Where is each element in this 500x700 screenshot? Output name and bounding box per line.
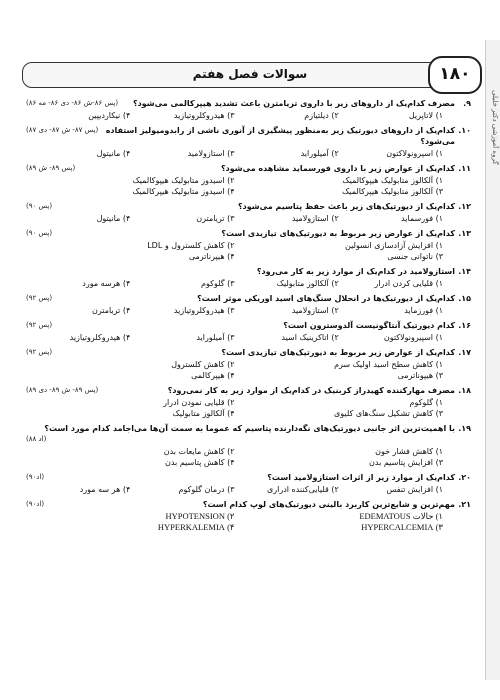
question-item <box>26 293 471 316</box>
question-item <box>26 423 471 468</box>
option-list <box>26 332 471 343</box>
question-number: ۱۰. <box>458 126 471 135</box>
question-number: ۹. <box>463 99 471 108</box>
question-source: (پس ۹۰) <box>26 202 53 210</box>
question-item <box>26 320 471 343</box>
answer-option: ۲) اسیدوز متابولیک هیپوکالمیک <box>132 176 235 185</box>
answer-option: ۳) درمان گلوکوم <box>178 485 235 494</box>
question-source: (پس ۹۲) <box>26 294 53 302</box>
option-list <box>26 240 471 262</box>
answer-option: ۳) آلکالوز متابولیک هیپرکالمیک <box>342 187 443 196</box>
answer-option: ۱) کاهش سطح اسید اولیک سرم <box>334 360 443 369</box>
answer-option: ۳) گلوکوم <box>201 279 235 288</box>
answer-option: ۲) کاهش مایعات بدن <box>163 447 235 456</box>
question-source: (پس ۸۹- ش ۸۹- دی ۸۹) <box>26 386 99 394</box>
question-stem <box>26 347 471 358</box>
answer-option: ۲) کاهش کلسترول <box>171 360 235 369</box>
question-number: ۲۰. <box>458 473 471 482</box>
question-source: (اد۹۰) <box>26 500 45 508</box>
page-number: ۱۸۰ <box>428 56 482 94</box>
question-text: کدام‌یک از داروهای دیورتیک زیر به‌منظور پیشگیری از آنوری ناشی از رابدومیولیز استفاده می‌شود؟ <box>105 126 455 146</box>
question-stem <box>26 266 471 277</box>
answer-option: ۳) استازولامید <box>187 149 235 158</box>
answer-option: ۳) ناتوانی جنسی <box>387 252 443 261</box>
question-item <box>26 125 471 159</box>
question-source: (پس ۹۲) <box>26 321 53 329</box>
question-stem <box>26 320 471 331</box>
question-text: کدام‌یک از دیورتیک‌ها در انحلال سنگ‌های اسید اوریکی موثر است؟ <box>197 294 455 303</box>
question-source: (اد۹۰) <box>26 473 45 481</box>
option-list <box>26 446 471 468</box>
question-text: کدام‌یک از عوارض زیر مربوط به دیورتیک‌های تیازیدی است؟ <box>221 348 455 357</box>
question-number: ۲۱. <box>458 500 471 509</box>
question-number: ۱۶. <box>458 321 471 330</box>
question-item <box>26 499 471 533</box>
question-item <box>26 472 471 495</box>
answer-option: ۲) کاهش کلسترول و LDL <box>147 241 235 250</box>
question-stem <box>26 499 471 510</box>
question-stem <box>26 201 471 212</box>
answer-option: ۴) کاهش پتاسیم بدن <box>164 458 235 467</box>
answer-option: ۴) هرسه مورد <box>82 279 131 288</box>
answer-option: ۴) هیپرناترمی <box>188 252 235 261</box>
question-stem <box>26 163 471 174</box>
answer-option: ۳) هیپوناترمی <box>397 371 443 380</box>
question-stem <box>26 423 471 434</box>
answer-option: ۲) اتاکرینیک اسید <box>281 333 339 342</box>
answer-option: ۱) اسپرونولاکتون <box>386 149 443 158</box>
option-list <box>26 213 471 224</box>
question-item <box>26 347 471 381</box>
answer-option: ۱) حالات EDEMATOUS <box>359 511 443 521</box>
question-item <box>26 266 471 289</box>
answer-option: ۴) اسیدوز متابولیک هیپرکالمیک <box>132 187 235 196</box>
answer-option: ۱) آلکالوز متابولیک هیپوکالمیک <box>342 176 443 185</box>
answer-option: ۴) آلکالوز متابولیک <box>172 409 235 418</box>
question-number: ۱۵. <box>458 294 471 303</box>
question-text: کدام‌یک از دیورتیک‌های زیر باعث حفظ پتاسیم می‌شود؟ <box>238 202 455 211</box>
answer-option: ۱) گلوکوم <box>409 398 443 407</box>
question-text: استازولامید در کدام‌یک از موارد زیر به کار می‌رود؟ <box>256 267 455 276</box>
question-stem <box>26 228 471 239</box>
answer-option: ۳) افزایش پتاسیم بدن <box>369 458 443 467</box>
answer-option: ۴) هیدروکلروتیازید <box>69 333 131 342</box>
answer-option: ۳) HYPERCALCEMIA <box>361 522 443 532</box>
question-text: مهم‌ترین و شایع‌ترین کاربرد بالینی دیورتیک‌های لوپ کدام است؟ <box>202 500 455 509</box>
answer-option: ۴) مانیتول <box>96 149 131 158</box>
answer-option: ۱) قلیایی کردن ادرار <box>374 279 443 288</box>
question-text: کدام دیورتیک آنتاگونیست آلدوسترون است؟ <box>283 321 455 330</box>
answer-option: ۱) کاهش فشار خون <box>375 447 443 456</box>
answer-option: ۳) کاهش تشکیل سنگ‌های کلیوی <box>334 409 443 418</box>
question-number: ۱۸. <box>458 386 471 395</box>
option-list <box>26 511 471 533</box>
answer-option: ۳) تریامترن <box>196 214 235 223</box>
answer-option: ۲) قلیایی‌کننده ادراری <box>267 485 339 494</box>
option-list <box>26 110 471 121</box>
question-item <box>26 228 471 262</box>
answer-option: ۲) آلکالوز متابولیک <box>276 279 339 288</box>
question-text: کدام‌یک از عوارض زیر مربوط به دیورتیک‌های تیازیدی است؟ <box>221 229 455 238</box>
question-number: ۱۷. <box>458 348 471 357</box>
question-number: ۱۲. <box>458 202 471 211</box>
question-number: ۱۹. <box>458 424 471 433</box>
question-source: (اد ۸۸) <box>26 435 47 443</box>
option-list <box>26 148 471 159</box>
answer-option: ۱) افزایش آزادسازی انسولین <box>345 241 443 250</box>
option-list <box>26 397 471 419</box>
question-text: با اهمیت‌ترین اثر جانبی دیورتیک‌های نگه‌دارنده پتاسیم که عموما به سمت آن‌ها می‌اجامد کدام مورد است؟ <box>44 424 455 433</box>
question-stem <box>26 98 471 109</box>
answer-option: ۴) مانیتول <box>96 214 131 223</box>
chapter-title: سوالات فصل هفتم <box>192 67 308 81</box>
answer-option: ۲) آمیلوراید <box>300 149 339 158</box>
question-source: (پس ۸۶-ش ۸۶- دی ۸۶- مه ۸۶) <box>26 99 119 107</box>
answer-option: ۲) استازولامید <box>291 306 339 315</box>
question-item <box>26 385 471 419</box>
question-number: ۱۱. <box>458 164 471 173</box>
question-stem <box>26 385 471 396</box>
question-stem <box>26 472 471 483</box>
answer-option: ۱) اسپیرونولاکتون <box>383 333 443 342</box>
option-list <box>26 175 471 197</box>
answer-option: ۴) HYPERKALEMIA <box>157 522 235 532</box>
question-item <box>26 98 471 121</box>
answer-option: ۱) افزایش تنفس <box>386 485 443 494</box>
answer-option: ۱) لاتاپریل <box>408 111 443 120</box>
answer-option: ۴) هر سه مورد <box>79 485 131 494</box>
answer-option: ۲) قلیایی نمودن ادرار <box>163 398 235 407</box>
answer-option: ۱) فورزماید <box>404 306 443 315</box>
question-source: (پس ۸۷- ش ۸۷- دی ۸۷) <box>26 126 99 134</box>
answer-option: ۴) نیکاردیپین <box>88 111 131 120</box>
option-list <box>26 305 471 316</box>
option-list <box>26 278 471 289</box>
question-text: مصرف کدام‌یک از داروهای زیر با داروی تریامترن باعث تشدید هیپرکالمی می‌شود؟ <box>132 99 455 108</box>
question-text: مصرف مهارکننده کهیدراز کربنیک در کدام‌یک از موارد زیر به کار نمی‌رود؟ <box>167 386 455 395</box>
question-source: (پس ۹۰) <box>26 229 53 237</box>
option-list <box>26 484 471 495</box>
answer-option: ۲) دیلتیازم <box>304 111 339 120</box>
question-number: ۱۳. <box>458 229 471 238</box>
chapter-header <box>22 62 478 88</box>
answer-option: ۲) HYPOTENSION <box>165 511 235 521</box>
question-source: (پس ۸۹- ش ۸۹) <box>26 164 76 172</box>
question-text: کدام‌یک از عوارض زیر با داروی فورسماید مشاهده می‌شود؟ <box>220 164 455 173</box>
question-item <box>26 201 471 224</box>
side-label: گروه آموزشی دکتر خلیلی <box>491 90 499 165</box>
answer-option: ۳) هیدروکلروتیازید <box>173 306 235 315</box>
answer-option: ۴) هیپرکالمی <box>191 371 235 380</box>
question-source: (پس ۹۲) <box>26 348 53 356</box>
answer-option: ۱) فورسماید <box>401 214 443 223</box>
question-list <box>26 98 471 537</box>
question-item <box>26 163 471 197</box>
option-list <box>26 359 471 381</box>
answer-option: ۲) استازولامید <box>291 214 339 223</box>
answer-option: ۳) هیدروکلروتیازید <box>173 111 235 120</box>
question-stem <box>26 125 471 147</box>
answer-option: ۳) آمیلوراید <box>196 333 235 342</box>
question-stem <box>26 293 471 304</box>
question-number: ۱۴. <box>458 267 471 276</box>
question-text: کدام‌یک از موارد زیر از اثرات استازولامید است؟ <box>267 473 455 482</box>
answer-option: ۴) تریامترن <box>91 306 131 315</box>
